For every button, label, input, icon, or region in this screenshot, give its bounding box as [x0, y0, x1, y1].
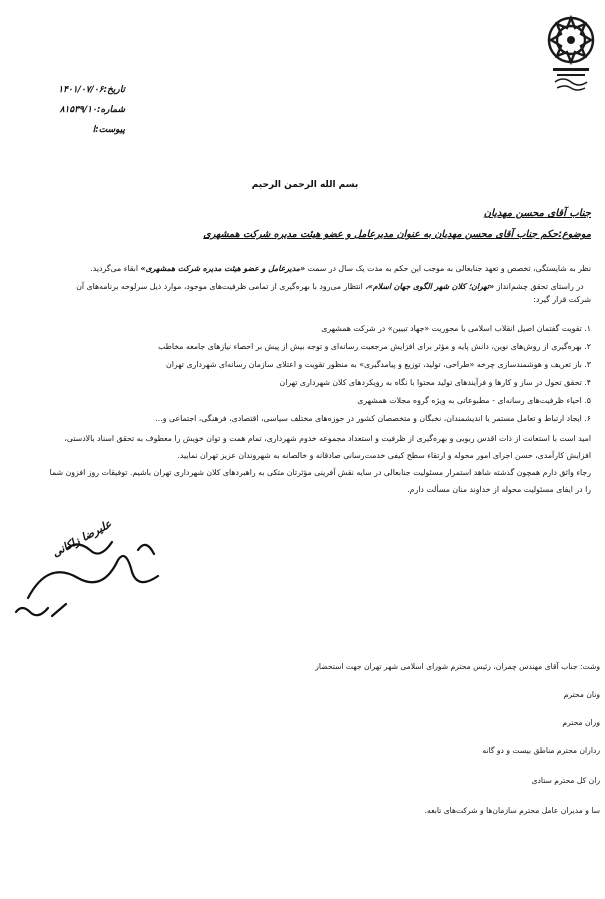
cc-line: رداران محترم مناطق بیست و دو گانه	[482, 746, 600, 755]
p2-bold: «تهران؛ کلان شهر الگوی جهان اسلام»،	[365, 282, 495, 291]
list-item: ۵. احیاء ظرفیت‌های رسانه‌ای - مطبوعاتی به ویژه گروه مجلات همشهری	[357, 396, 591, 405]
items-list	[11, 320, 591, 428]
cc-list	[0, 662, 600, 842]
bismillah: بسم الله الرحمن الرحیم	[251, 180, 359, 190]
date-value: ۱۴۰۱/۰۷/۰۶	[58, 85, 104, 95]
list-item: ۴. تحقق تحول در ساز و کارها و فرآیندهای تولید محتوا با نگاه به رویکردهای کلان شهرداری تهران	[279, 378, 591, 387]
number-line	[5, 104, 125, 116]
subject: موضوع:حکم جناب آقای محسن مهدیان به عنوان مدیرعامل و عضو هیئت مدیره شرکت همشهری	[203, 229, 591, 240]
p2-text-c: شرکت قرار گیرد:	[533, 295, 591, 304]
cc-line: وران محترم	[562, 718, 600, 727]
date-label: تاریخ:	[103, 85, 125, 95]
cc-line: سا و مدیران عامل محترم سازمان‌ها و شرکت‌های تابعه.	[424, 806, 600, 815]
list-item: ۱. تقویت گفتمان اصیل انقلاب اسلامی با محوریت «جهاد تبیین» در شرکت همشهری	[321, 324, 591, 333]
closing-line-4: را در ایفای مسئولیت محوله از خداوند منان مسألت دارم.	[407, 485, 591, 494]
addressee: جناب آقای محسن مهدیان	[483, 208, 591, 219]
closing-line-3: رجاء واثق دارم همچون گذشته شاهد استمرار مسئولیت جنابعالی در سایه نقش آفرینی مؤثرتان متکی به راهبردهای کلان شهرداری تهران باشیم. توفیقات روز افزون شما	[49, 468, 591, 477]
attachment-value: ا	[92, 125, 96, 135]
closing-line-1: امید است با استعانت از ذات اقدس ربوبی و بهره‌گیری از ظرفیت و استعداد مجموعه خدوم شهرداری، تمام همت و توان خویش را معطوف به تحقق اسناد بالادستی،	[64, 434, 591, 443]
body-paragraph-2	[11, 280, 591, 306]
p1-text-b: ابقاء می‌گردید.	[90, 264, 139, 273]
body-paragraph-1	[11, 262, 591, 275]
attachment-label: پیوست:	[95, 125, 125, 135]
signature-mark	[8, 520, 208, 630]
p1-text-a: نظر به شایستگی، تخصص و تعهد جنابعالی به موجب این حکم به مدت یک سال در سمت	[307, 264, 591, 273]
attachment-line	[5, 124, 125, 136]
list-item: ۶. ایجاد ارتباط و تعامل مستمر با اندیشمندان، نخبگان و متخصصان کشور در حوزه‌های مختلف سیاسی، اقتصادی، فرهنگی، اجتماعی و...	[155, 414, 591, 423]
closing-paragraph	[11, 430, 591, 498]
p2-text-a: در راستای تحقق چشم‌انداز	[496, 282, 584, 291]
cc-line: وشت: جناب آقای مهندس چمران، رئیس محترم شورای اسلامی شهر تهران جهت استحضار	[315, 662, 600, 671]
municipality-logo-icon	[545, 6, 597, 98]
cc-line: ونان محترم	[563, 690, 600, 699]
cc-line: ران کل محترم ستادی	[531, 776, 600, 785]
closing-line-2: افزایش کارآمدی، حسن اجرای امور محوله و ارتقاء سطح کیفی خدمت‌رسانی صادقانه و خالصانه به شهروندان عزیز تهران نمایید.	[177, 451, 591, 460]
number-value: ۸۱۵۳۹/۱۰	[59, 105, 97, 115]
list-item: ۲. بهره‌گیری از روش‌های نوین، دانش پایه و مؤثر برای افزایش مرجعیت رسانه‌ای و توجه بیش از پیش بر احصاء نیازهای جامعه مخاطب	[158, 342, 591, 351]
list-item: ۳. باز تعریف و هوشمندسازی چرخه «طراحی، تولید، توزیع و پیامدگیری» به منظور تقویت و اعتلای سازمان رسانه‌ای شهرداری تهران	[166, 360, 591, 369]
number-label: شماره:	[96, 105, 125, 115]
p1-bold: «مدیرعامل و عضو هیئت مدیره شرکت همشهری»	[140, 264, 306, 273]
date-line	[5, 84, 125, 96]
signature-name: علیرضا زاکانی	[50, 517, 114, 560]
p2-text-b: انتظار می‌رود با بهره‌گیری از تمامی ظرفیت‌های موجود، موارد ذیل سرلوحه برنامه‌های آن	[76, 282, 363, 291]
